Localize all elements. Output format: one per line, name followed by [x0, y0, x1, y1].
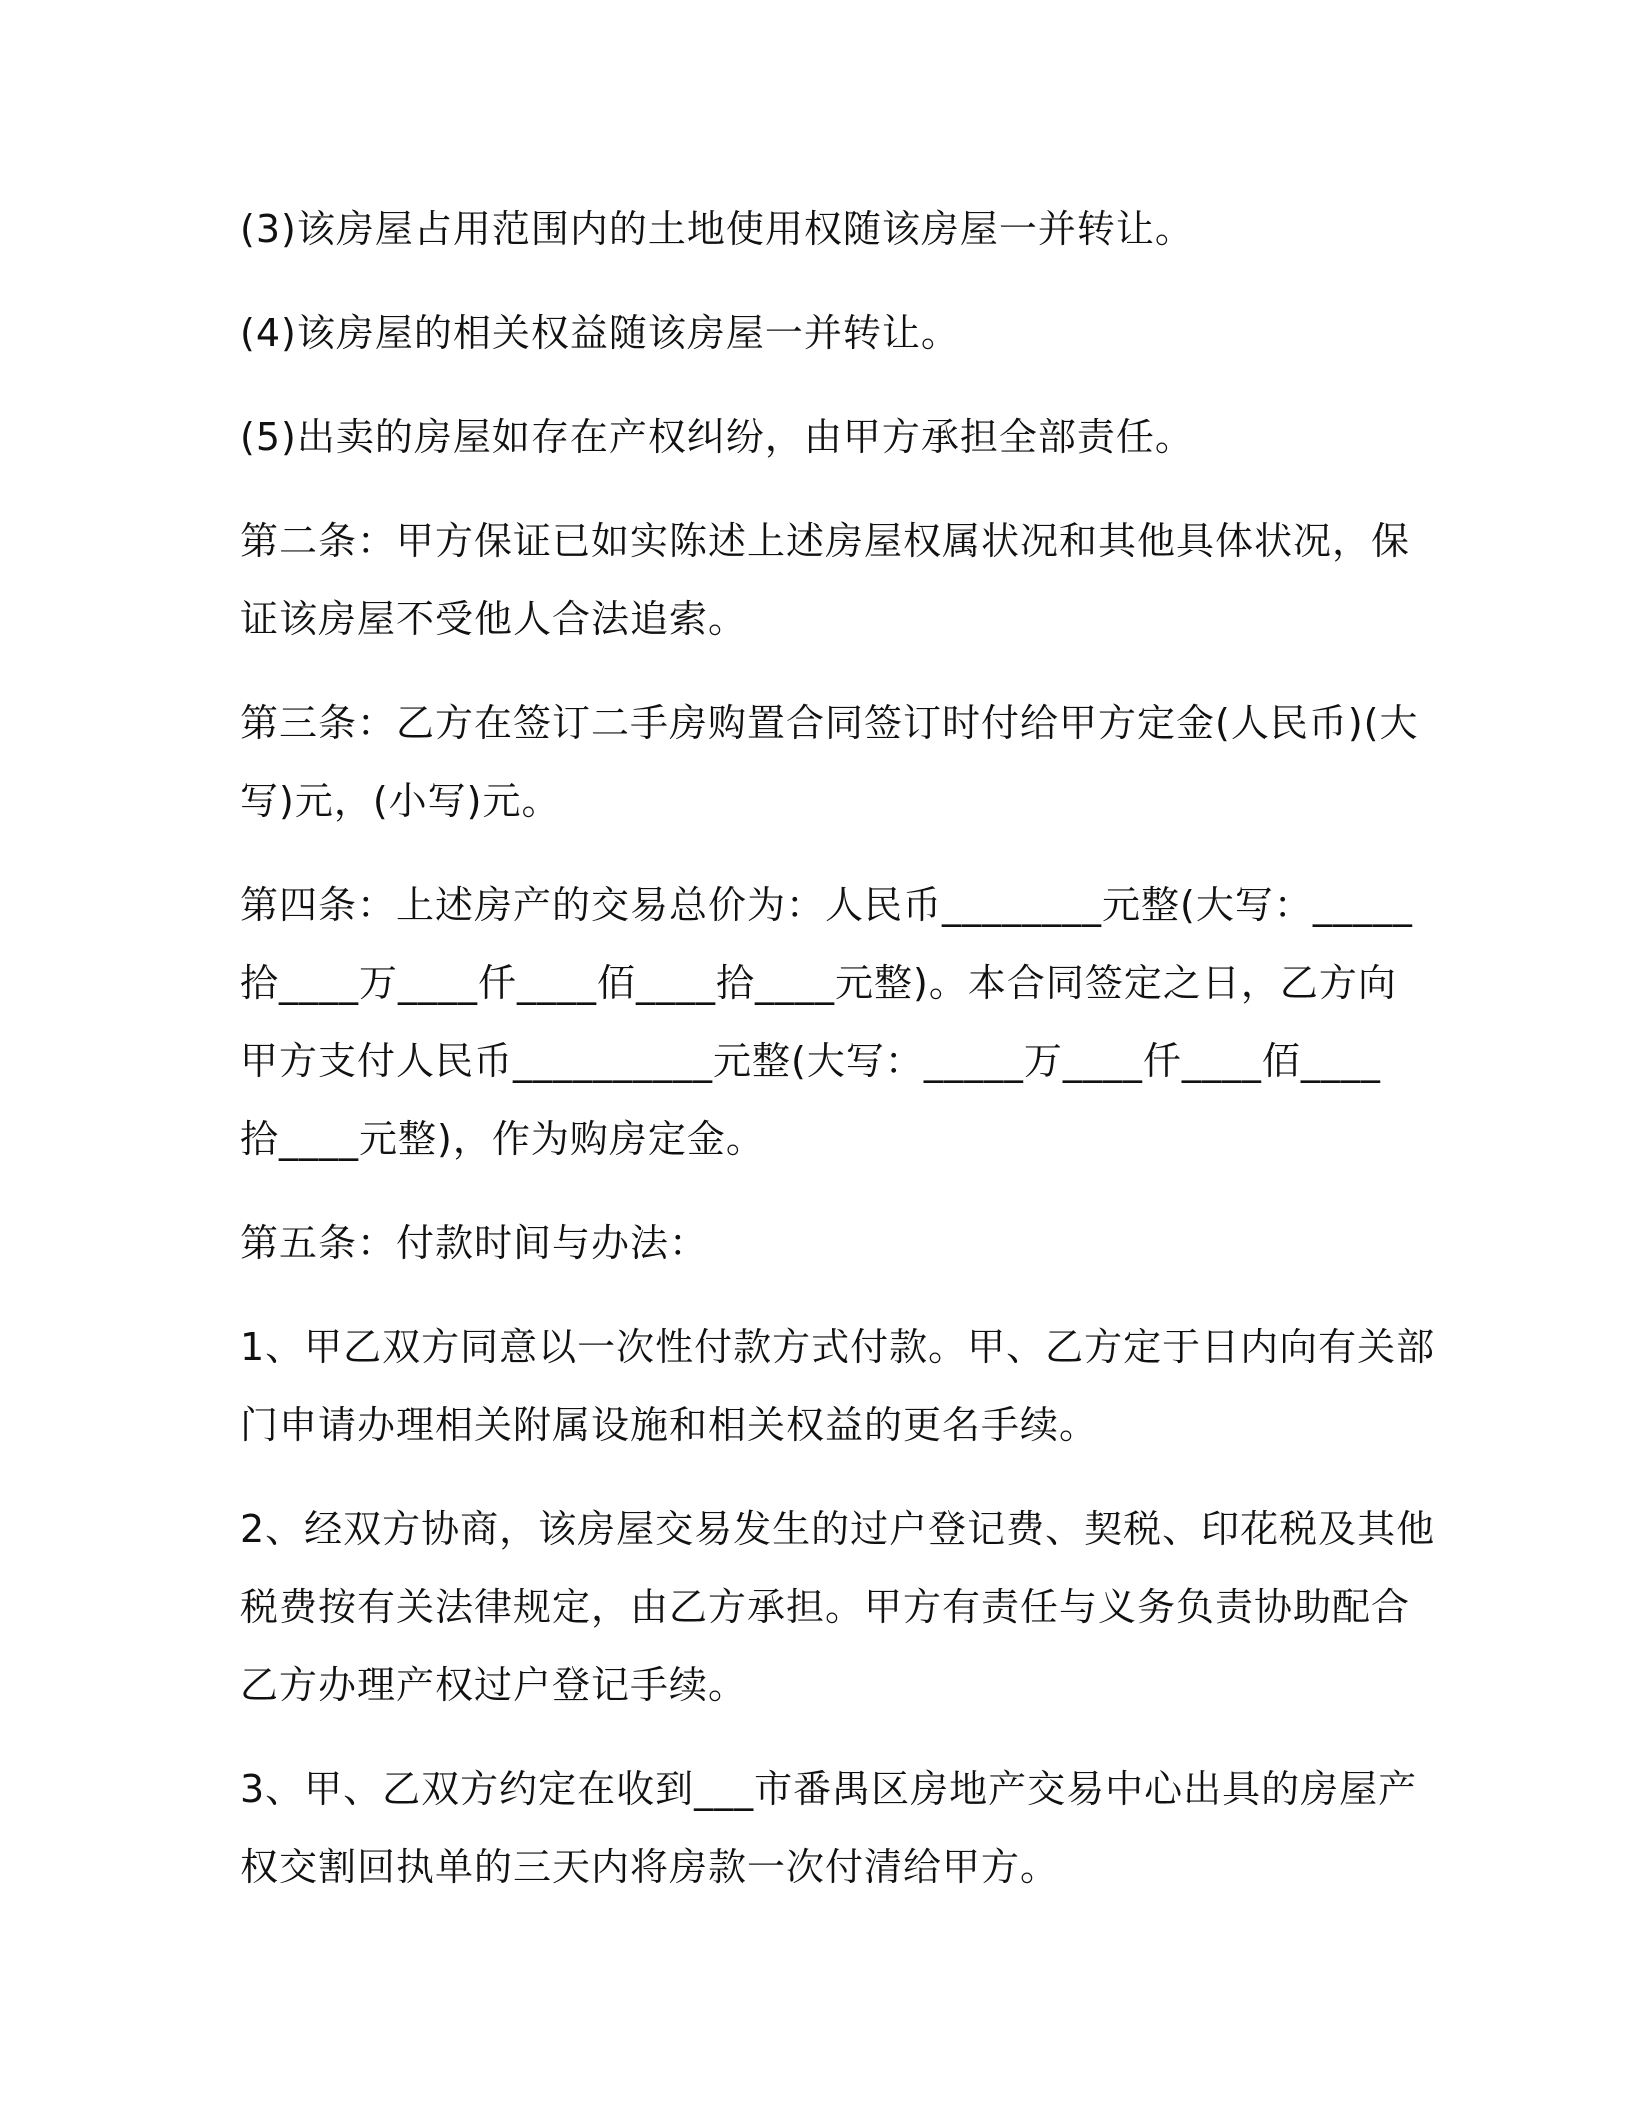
text-line: 税费按有关法律规定，由乙方承担。甲方有责任与义务负责协助配合	[240, 1585, 1411, 1629]
text-line: 证该房屋不受他人合法追索。	[240, 597, 748, 641]
clause-5	[240, 1204, 1390, 1282]
text-line: 第五条：付款时间与办法：	[240, 1221, 709, 1265]
text-line: 1、甲乙双方同意以一次性付款方式付款。甲、乙方定于日内向有关部	[240, 1325, 1436, 1369]
text-line: 3、甲、乙双方约定在收到___市番禺区房地产交易中心出具的房屋产	[240, 1767, 1418, 1811]
clause-1-item-3	[240, 190, 1390, 268]
text-line: 乙方办理产权过户登记手续。	[240, 1663, 748, 1707]
clause-4	[240, 866, 1413, 1178]
text-line: (3)该房屋占用范围内的土地使用权随该房屋一并转让。	[240, 207, 1194, 251]
clause-5-item-1	[240, 1308, 1436, 1464]
clause-1-item-5	[240, 398, 1390, 476]
text-line: (5)出卖的房屋如存在产权纠纷，由甲方承担全部责任。	[240, 415, 1194, 459]
text-line: 第四条：上述房产的交易总价为：人民币________元整(大写：_____	[240, 883, 1413, 927]
clause-3	[240, 684, 1419, 840]
text-line: 2、经双方协商，该房屋交易发生的过户登记费、契税、印花税及其他	[240, 1507, 1436, 1551]
text-line: 第二条：甲方保证已如实陈述上述房屋权属状况和其他具体状况，保	[240, 519, 1411, 563]
text-line: 写)元，(小写)元。	[240, 779, 561, 823]
text-line: (4)该房屋的相关权益随该房屋一并转让。	[240, 311, 960, 355]
text-line: 第三条：乙方在签订二手房购置合同签订时付给甲方定金(人民币)(大	[240, 701, 1419, 745]
text-line: 权交割回执单的三天内将房款一次付清给甲方。	[240, 1845, 1060, 1889]
text-line: 拾____万____仟____佰____拾____元整)。本合同签定之日，乙方向	[240, 961, 1397, 1005]
clause-2	[240, 502, 1411, 658]
document-page	[240, 190, 1436, 1932]
text-line: 甲方支付人民币__________元整(大写：_____万____仟____佰____	[240, 1039, 1381, 1083]
clause-1-item-4	[240, 294, 1390, 372]
clause-5-item-2	[240, 1490, 1436, 1724]
clause-5-item-3	[240, 1750, 1418, 1906]
text-line: 门申请办理相关附属设施和相关权益的更名手续。	[240, 1403, 1099, 1447]
text-line: 拾____元整)，作为购房定金。	[240, 1117, 765, 1161]
